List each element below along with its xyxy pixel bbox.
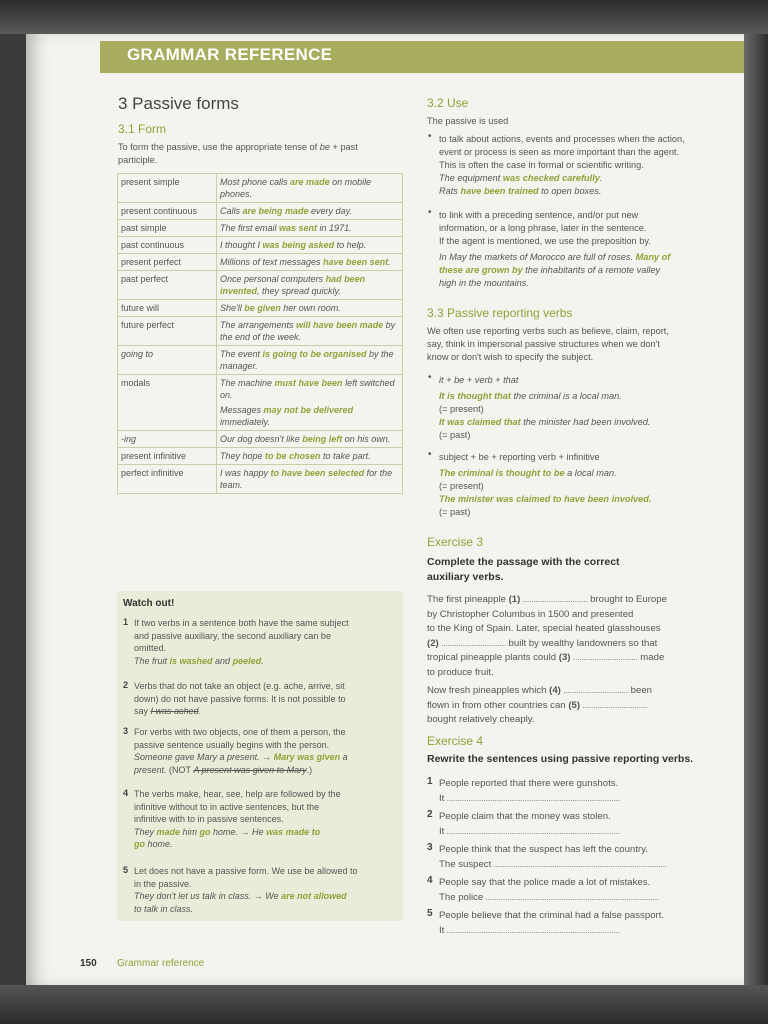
tense-cell: present infinitive [118, 448, 217, 465]
watch-out-title: Watch out! [123, 598, 175, 609]
tense-cell: present perfect [118, 254, 217, 271]
example-cell: The first email was sent in 1971. [217, 220, 403, 237]
tense-cell: future will [118, 300, 217, 317]
table-row [118, 375, 403, 431]
table-row [118, 220, 403, 237]
exercise-item-number: 4 [427, 875, 433, 886]
answer-line[interactable]: ................................................................................ [491, 859, 667, 870]
example-cell: She'll be given her own room. [217, 300, 403, 317]
table-row [118, 431, 403, 448]
photo-edge-top [0, 0, 768, 34]
watch-item-4: The verbs make, hear, see, help are followed by the infinitive without to in active sentences, but the infinitive with to in passive sentences. They made him go home. → He was made to go home. [134, 789, 341, 849]
answer-blank[interactable]: .............................. [438, 637, 506, 649]
bullet-icon: • [428, 372, 432, 383]
answer-line[interactable]: ................................................................................ [444, 793, 620, 804]
example-cell: They hope to be chosen to take part. [217, 448, 403, 465]
exercise-item-number: 3 [427, 842, 433, 853]
exercise-3-instruction: Complete the passage with the correct auxiliary verbs. [427, 556, 620, 583]
page-number: 150 [80, 958, 97, 969]
reporting-bullet-1: it + be + verb + that It is thought that the criminal is a local man. (= present) It was claimed that the minister had been involved. (= past) [439, 375, 651, 440]
passage-line: tropical pineapple plants could (3) .............................. made [427, 652, 665, 663]
example-cell: Our dog doesn't like being left on his own. [217, 431, 403, 448]
use-bullet-2: to link with a preceding sentence, and/or put new information, or a long phrase, later in the sentence. If the agent is mentioned, we use the preposition by. In May the markets of Morocco are full of roses. Many of these are grown by the inhabitants of a remote valley high in the mountains. [439, 210, 671, 288]
passage-line: flown in from other countries can (5) .............................. [427, 699, 648, 711]
passage-line: bought relatively cheaply. [427, 714, 535, 725]
bullet-icon: • [428, 131, 432, 142]
use-heading: 3.2 Use [427, 96, 469, 110]
passage-line: to produce fruit. [427, 666, 494, 678]
passage-line: Now fresh pineapples which (4) .............................. been [427, 685, 653, 696]
table-row [118, 174, 403, 203]
exercise-3-passage-2 [427, 684, 652, 728]
answer-line[interactable]: ................................................................................ [483, 892, 659, 903]
watch-item-3: For verbs with two objects, one of them a person, the passive sentence usually begins with the person. Someone gave Mary a present. → Mary was given a present. (NOT A present was given to Mary.) [134, 727, 348, 775]
exercise-3-passage [427, 593, 667, 680]
passage-line: by Christopher Columbus in 1500 and presented [427, 608, 634, 620]
watch-item-number: 4 [123, 788, 129, 798]
table-row [118, 237, 403, 254]
exercise-3-title: Exercise 3 [427, 535, 484, 549]
reporting-intro: We often use reporting verbs such as believe, claim, report, say, think in impersonal passive structures when we don't know or don't wish to specify the subject. [427, 326, 669, 362]
passage-line: (2) .............................. built by wealthy landowners so that [427, 637, 658, 649]
table-row [118, 271, 403, 300]
bullet-icon: • [428, 449, 432, 460]
reporting-bullet-2: subject + be + reporting verb + infinitive The criminal is thought to be a local man. (= present) The minister was claimed to have been involved. (= past) [439, 452, 652, 517]
section-title: 3 Passive forms [118, 94, 239, 113]
form-heading: 3.1 Form [118, 122, 167, 136]
tense-cell: past perfect [118, 271, 217, 300]
watch-item-number: 3 [123, 726, 129, 736]
example-cell: Calls are being made every day. [217, 203, 403, 220]
table-row [118, 300, 403, 317]
tense-cell: past continuous [118, 237, 217, 254]
example-cell: The event is going to be organised by the manager. [217, 346, 403, 375]
table-row [118, 254, 403, 271]
table-row [118, 346, 403, 375]
exercise-item: People say that the police made a lot of mistakes. The police ................................................................................ [439, 877, 659, 903]
photo-edge-right [744, 34, 768, 985]
answer-blank[interactable]: .............................. [580, 699, 648, 711]
tense-cell: past simple [118, 220, 217, 237]
watch-item-number: 2 [123, 680, 129, 690]
answer-line[interactable]: ................................................................................ [444, 925, 620, 936]
passage-line: The first pineapple (1) .............................. brought to Europe [427, 594, 667, 605]
tense-cell: going to [118, 346, 217, 375]
use-bullet-1: to talk about actions, events and processes when the action, event or process is seen as more important than the agent. This is often the case in formal or scientific writing. The equipment was checked carefully. Rats have been trained to open boxes. [439, 134, 685, 196]
form-intro: To form the passive, use the appropriate tense of be + past [118, 142, 358, 152]
tense-cell: -ing [118, 431, 217, 448]
photo-edge-bottom [0, 985, 768, 1024]
watch-item-5: Let does not have a passive form. We use be allowed to in the passive. They don't let us talk in class. → We are not allowed to talk in class. [134, 866, 358, 914]
passage-line: to the King of Spain. Later, special heated glasshouses [427, 623, 661, 634]
exercise-4-title: Exercise 4 [427, 734, 484, 748]
watch-item-number: 1 [123, 617, 129, 627]
passive-forms-table [117, 173, 403, 494]
watch-item-2: Verbs that do not take an object (e.g. ache, arrive, sit down) do not have passive forms. It is not possible to say I was ached. [134, 681, 346, 716]
answer-blank[interactable]: .............................. [520, 594, 588, 605]
use-intro: The passive is used [427, 116, 509, 126]
example-cell: The arrangements will have been made by the end of the week. [217, 317, 403, 346]
reporting-heading: 3.3 Passive reporting verbs [427, 306, 573, 320]
banner-title: GRAMMAR REFERENCE [127, 45, 333, 64]
footer-label: Grammar reference [117, 958, 205, 969]
exercise-item: People claim that the money was stolen. It ................................................................................ [439, 811, 620, 837]
exercise-item: People think that the suspect has left the country. The suspect ................................................................................ [439, 844, 667, 870]
exercise-item-number: 5 [427, 908, 433, 919]
example-cell: The machine must have been left switched on. Messages may not be delivered immediately. [217, 375, 403, 431]
tense-cell: present simple [118, 174, 217, 203]
answer-blank[interactable]: .............................. [570, 652, 638, 663]
example-cell: I thought I was being asked to help. [217, 237, 403, 254]
example-cell: Most phone calls are made on mobile phones. [217, 174, 403, 203]
table-row [118, 317, 403, 346]
table-row [118, 465, 403, 494]
exercise-item-number: 1 [427, 776, 433, 787]
answer-line[interactable]: ................................................................................ [444, 826, 620, 837]
tense-cell: modals [118, 375, 217, 431]
tense-cell: present continuous [118, 203, 217, 220]
example-cell: Once personal computers had been invented, they spread quickly. [217, 271, 403, 300]
bullet-icon: • [428, 207, 432, 218]
exercise-item-number: 2 [427, 809, 433, 820]
watch-item-1: If two verbs in a sentence both have the same subject and passive auxiliary, the second auxiliary can be omitted. The fruit is washed and peeled. [134, 618, 349, 666]
exercise-item: People reported that there were gunshots. It ................................................................................ [439, 778, 620, 804]
exercise-4-instruction: Rewrite the sentences using passive reporting verbs. [427, 753, 694, 765]
example-cell: Millions of text messages have been sent. [217, 254, 403, 271]
watch-item-number: 5 [123, 865, 129, 875]
form-intro-2: participle. [118, 155, 158, 165]
tense-cell: perfect infinitive [118, 465, 217, 494]
tense-cell: future perfect [118, 317, 217, 346]
answer-blank[interactable]: .............................. [560, 685, 628, 696]
exercise-item: People believe that the criminal had a false passport. It ................................................................................ [439, 910, 665, 936]
example-cell: I was happy to have been selected for the team. [217, 465, 403, 494]
table-row [118, 203, 403, 220]
table-row [118, 448, 403, 465]
